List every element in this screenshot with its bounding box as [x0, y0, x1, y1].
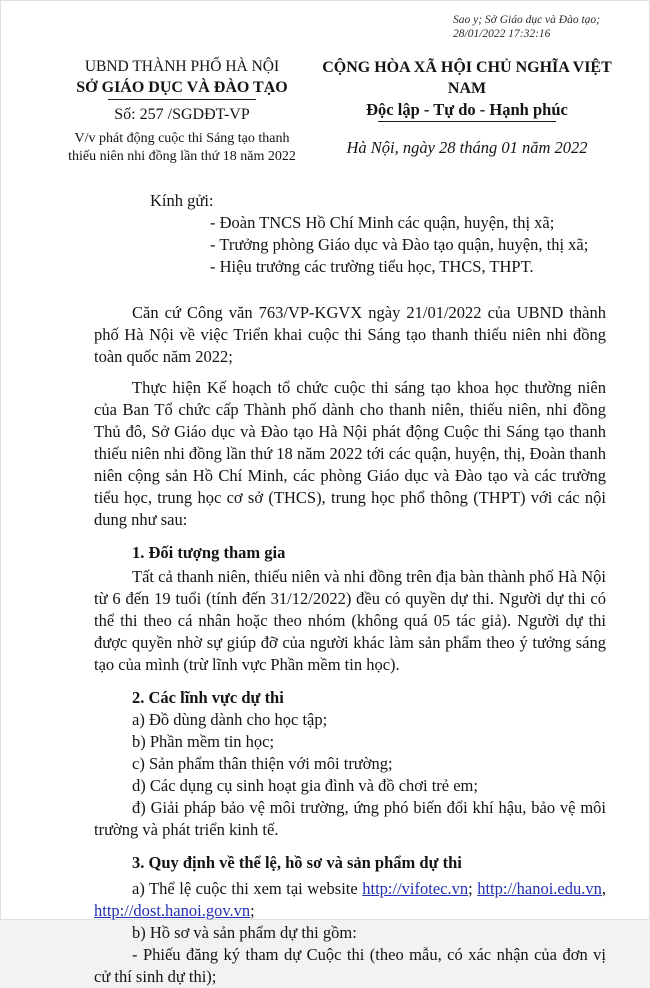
issuing-agency-block [53, 57, 311, 166]
certified-copy-stamp [453, 14, 629, 41]
field-item-d: d) Các dụng cụ sinh hoạt gia đình và đồ chơi trẻ em; [132, 776, 478, 795]
national-motto-block [311, 57, 623, 166]
document-body [1, 190, 649, 988]
hanoi-edu-link[interactable]: http://hanoi.edu.vn [477, 879, 602, 898]
field-item-a: a) Đồ dùng dành cho học tập; [132, 710, 328, 729]
document-subject [53, 130, 311, 166]
section-1-heading: 1. Đối tượng tham gia [132, 543, 286, 562]
place-date-line: Hà Nội, ngày 28 tháng 01 năm 2022 [346, 138, 588, 157]
recipients-label: Kính gửi: [150, 191, 214, 210]
agency-underline [108, 99, 256, 100]
implementation-paragraph: Thực hiện Kế hoạch tổ chức cuộc thi sáng tạo khoa học thường niên của Ban Tổ chức cấp Thành phố dành cho thanh niên, thiếu niên, nhi đồng Thủ đô, Sở Giáo dục và Đào tạo Hà Nội phát động Cuộc thi Sáng tạo thanh thiếu niên nhi đồng lần thứ 18 năm 2022 tới các quận, huyện, thị, Đoàn thanh niên cộng sản Hồ Chí Minh, các phòng Giáo dục và Đào tạo và các trường tiểu học, trung học cơ sở (THCS), trung học phổ thông (THPT) với các nội dung như sau: [94, 378, 606, 529]
motto-underline [378, 121, 556, 122]
dost-hanoi-link[interactable]: http://dost.hanoi.gov.vn [94, 901, 251, 920]
basis-paragraph: Căn cứ Công văn 763/VP-KGVX ngày 21/01/2022 của UBND thành phố Hà Nội về việc Triển khai cuộc thi Sáng tạo thanh thiếu niên nhi đồng toàn quốc năm 2022; [94, 303, 606, 366]
rules-websites-paragraph [94, 878, 606, 922]
national-motto: Độc lập - Tự do - Hạnh phúc [366, 100, 568, 119]
document-number: Số: 257 /SGDĐT-VP [114, 106, 250, 123]
country-name: CỘNG HÒA XÃ HỘI CHỦ NGHĨA VIỆT NAM [322, 59, 612, 97]
document-header [1, 57, 649, 166]
link-separator: , [601, 879, 606, 898]
stamp-timestamp: 28/01/2022 17:32:16 [453, 27, 551, 40]
recipient-item: - Hiệu trưởng các trường tiểu học, THCS, THPT. [210, 257, 534, 276]
recipients-block [94, 190, 606, 278]
subject-line-1: V/v phát động cuộc thi Sáng tạo thanh [74, 131, 290, 146]
field-item-dd: đ) Giải pháp bảo vệ môi trường, ứng phó biến đổi khí hậu, bảo vệ môi trường và phát triển kinh tế. [94, 798, 606, 839]
vifotec-link[interactable]: http://vifotec.vn [362, 879, 469, 898]
stamp-issuer: Sao y; Sở Giáo dục và Đào tạo; [453, 14, 600, 26]
field-item-b: b) Phần mềm tin học; [132, 732, 275, 751]
section-2-heading: 2. Các lĩnh vực dự thi [132, 688, 284, 707]
agency-name: SỞ GIÁO DỤC VÀ ĐÀO TẠO [76, 79, 288, 96]
recipient-item: - Trưởng phòng Giáo dục và Đào tạo quận, huyện, thị xã; [210, 235, 589, 254]
dossier-intro-item: b) Hồ sơ và sản phẩm dự thi gồm: [132, 923, 357, 942]
recipient-item: - Đoàn TNCS Hồ Chí Minh các quận, huyện, thị xã; [210, 213, 555, 232]
link-separator: ; [250, 901, 255, 920]
parent-agency-name: UBND THÀNH PHỐ HÀ NỘI [84, 58, 280, 75]
recipients-list [210, 212, 606, 278]
field-item-c: c) Sản phẩm thân thiện với môi trường; [132, 754, 393, 773]
section-3-heading: 3. Quy định về thể lệ, hồ sơ và sản phẩm dự thi [132, 853, 462, 872]
registration-form-item: - Phiếu đăng ký tham dự Cuộc thi (theo mẫu, có xác nhận của đơn vị cử thí sinh dự thi); [94, 945, 606, 986]
rules-text: a) Thể lệ cuộc thi xem tại website [132, 879, 363, 898]
subject-line-2: thiếu niên nhi đồng lần thứ 18 năm 2022 [68, 149, 296, 164]
section-1-paragraph: Tất cả thanh niên, thiếu niên và nhi đồng trên địa bàn thành phố Hà Nội từ 6 đến 19 tuổi (tính đến 31/12/2022) đều có quyền dự thi. Người dự thi có thể thi theo cá nhân hoặc theo nhóm (không quá 05 tác giả). Người dự thi được quyền nhờ sự giúp đỡ của người khác làm sản phẩm theo ý tưởng sáng tạo của mình (trừ lĩnh vực Phần mềm tin học). [94, 567, 606, 674]
link-separator: ; [468, 879, 478, 898]
